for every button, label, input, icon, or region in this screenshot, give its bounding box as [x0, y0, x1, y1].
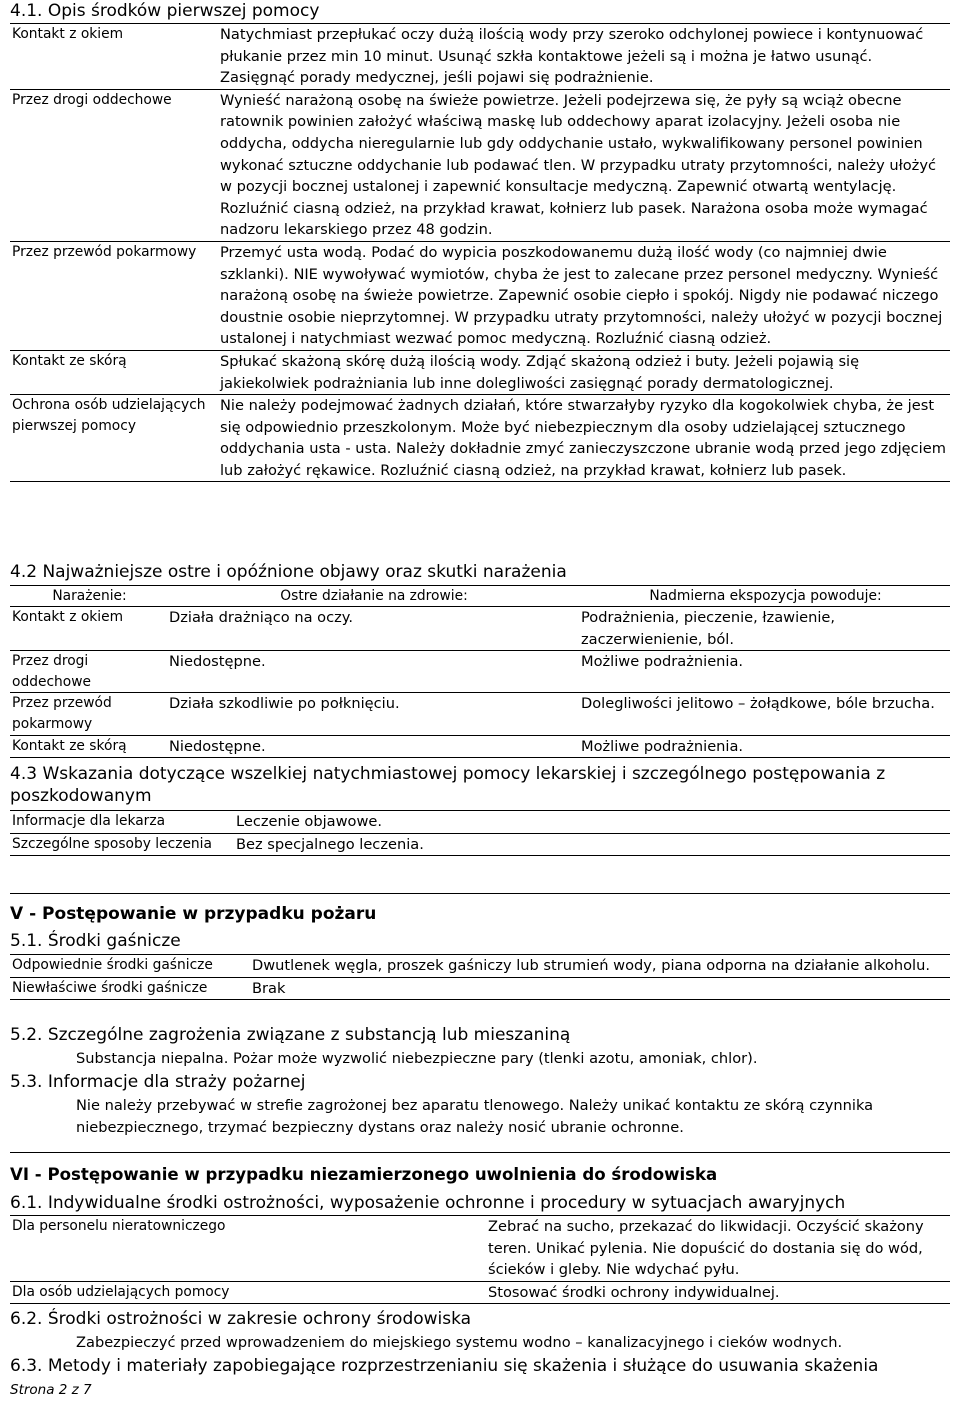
table-row	[10, 24, 950, 90]
section-4-1-title: 4.1. Opis środków pierwszej pomocy	[10, 1, 320, 21]
table-row	[10, 89, 950, 241]
table-row	[10, 833, 950, 856]
cell: Dolegliwości jelitowo – żołądkowe, bóle brzucha.	[579, 693, 950, 735]
table-row	[10, 735, 950, 758]
table-row	[10, 350, 950, 394]
cell: Podrażnienia, pieczenie, łzawienie, zaczerwienienie, ból.	[579, 607, 950, 651]
table-row	[10, 607, 950, 651]
row-text: Przemyć usta wodą. Podać do wypicia poszkodowanemu dużą ilość wody (co najmniej dwie szklanki). NIE wywoływać wymiotów, chyba że jest to zalecane przez personel medyczny. Wynieść narażoną osobę na świeże powietrze. Zapewnić osobie ciepło i spokój. Nigdy nie podawać niczego doustnie osobie nieprzytomnej. W przypadku utraty przytomności, należy ułożyć w pozycji bocznej ustalonej i natychmiast wezwać pomoc medyczną. Rozluźnić ciasną odzież.	[218, 241, 950, 350]
row-text: Wynieść narażoną osobę na świeże powietrze. Jeżeli podejrzewa się, że pyły są wciąż obecne ratownik powinien założyć właściwą maskę lub oddechowy aparat izolacyjny. Jeżeli osoba nie oddycha, oddycha nieregularnie lub gdy oddychanie ustało, wykwalifikowany personel powinien wykonać sztuczne oddychanie lub podawać tlen. W przypadku utraty przytomności, należy ułożyć w pozycji bocznej ustalonej i zapewnić konsultacje medyczną. Zapewnić otwartą wentylację. Rozluźnić ciasną odzież, na przykład krawat, kołnierz lub pasek. Narażona osoba może wymagać nadzoru lekarskiego przez 48 godzin.	[218, 89, 950, 241]
section-4-2-title: 4.2 Najważniejsze ostre i opóźnione objawy oraz skutki narażenia	[10, 562, 567, 582]
cell: Możliwe podrażnienia.	[579, 735, 950, 758]
section-5-title: V - Postępowanie w przypadku pożaru	[10, 904, 377, 924]
section-6-2-title: 6.2. Środki ostrożności w zakresie ochrony środowiska	[10, 1309, 472, 1329]
row-label: Kontakt z okiem	[10, 24, 218, 90]
section-5-3-text: Nie należy przebywać w strefie zagrożonej bez aparatu tlenowego. Należy unikać kontaktu ze skórą czynnika niebezpiecznego, trzymać bezpieczny dystans oraz należy nosić ubranie ochronne.	[76, 1097, 874, 1136]
row-label: Kontakt z okiem	[10, 607, 167, 651]
section-5-1-title: 5.1. Środki gaśnicze	[10, 931, 181, 951]
row-text: Spłukać skażoną skórę dużą ilością wody. Zdjąć skażoną odzież i buty. Jeżeli pojawią się jakiekolwiek podrażniania lub inne dolegliwości zasięgnąć porady dermatologicznej.	[218, 350, 950, 394]
row-label: Niewłaściwe środki gaśnicze	[10, 977, 250, 1000]
symptoms-table	[10, 585, 950, 758]
cell: Stosować środki ochrony indywidualnej.	[486, 1281, 950, 1304]
column-header: Nadmierna ekspozycja powoduje:	[579, 586, 950, 607]
cell: Niedostępne.	[167, 651, 579, 693]
column-header: Narażenie:	[10, 586, 167, 607]
personal-precautions-table	[10, 1215, 950, 1304]
page-number: Strona 2 z 7	[10, 1382, 92, 1398]
row-label: Informacje dla lekarza	[10, 811, 234, 834]
table-row	[10, 693, 950, 735]
section-4-3-title: 4.3 Wskazania dotyczące wszelkiej natychmiastowej pomocy lekarskiej i szczególnego postępowania z poszkodowanym	[10, 764, 886, 806]
row-label: Przez drogi oddechowe	[10, 651, 167, 693]
row-label: Dla osób udzielających pomocy	[10, 1281, 486, 1304]
cell: Możliwe podrażnienia.	[579, 651, 950, 693]
cell: Leczenie objawowe.	[234, 811, 950, 834]
row-label: Kontakt ze skórą	[10, 735, 167, 758]
row-text: Natychmiast przepłukać oczy dużą ilością wody przy szeroko odchylonej powiece i kontynuować płukanie przez min 10 minut. Usunąć szkła kontaktowe jeżeli są i można je łatwo usunąć. Zasięgnąć porady medycznej, jeśli pojawi się podrażnienie.	[218, 24, 950, 90]
cell: Brak	[250, 977, 950, 1000]
table-row	[10, 811, 950, 834]
section-5-2-text: Substancja niepalna. Pożar może wyzwolić niebezpieczne pary (tlenki azotu, amoniak, chlor).	[76, 1050, 758, 1067]
cell: Działa drażniąco na oczy.	[167, 607, 579, 651]
table-row	[10, 395, 950, 482]
section-6-1-title: 6.1. Indywidualne środki ostrożności, wyposażenie ochronne i procedury w sytuacjach awaryjnych	[10, 1193, 846, 1213]
section-6-2-text: Zabezpieczyć przed wprowadzeniem do miejskiego systemu wodno – kanalizacyjnego i cieków wodnych.	[76, 1334, 843, 1351]
table-row	[10, 241, 950, 350]
row-label: Odpowiednie środki gaśnicze	[10, 955, 250, 978]
section-divider	[10, 1152, 950, 1153]
table-row	[10, 651, 950, 693]
table-row	[10, 955, 950, 978]
row-label: Ochrona osób udzielających pierwszej pomocy	[10, 395, 218, 482]
section-5-2-title: 5.2. Szczególne zagrożenia związane z substancją lub mieszaniną	[10, 1025, 571, 1045]
row-label: Przez przewód pokarmowy	[10, 693, 167, 735]
row-label: Kontakt ze skórą	[10, 350, 218, 394]
section-divider	[10, 893, 950, 894]
cell: Zebrać na sucho, przekazać do likwidacji. Oczyścić skażony teren. Unikać pylenia. Nie dopuścić do dostania się do wód, ścieków i gleby. Nie wdychać pyłu.	[486, 1216, 950, 1282]
column-header: Ostre działanie na zdrowie:	[167, 586, 579, 607]
section-6-title: VI - Postępowanie w przypadku niezamierzonego uwolnienia do środowiska	[10, 1165, 718, 1184]
table-header-row	[10, 586, 950, 607]
first-aid-table	[10, 23, 950, 482]
section-6-3-title: 6.3. Metody i materiały zapobiegające rozprzestrzenianiu się skażenia i służące do usuwania skażenia	[10, 1356, 879, 1376]
row-label: Przez przewód pokarmowy	[10, 241, 218, 350]
row-label: Dla personelu nieratowniczego	[10, 1216, 486, 1282]
cell: Niedostępne.	[167, 735, 579, 758]
row-text: Nie należy podejmować żadnych działań, które stwarzałyby ryzyko dla kogokolwiek chyba, że jest się odpowiednio przeszkolonym. Może być niebezpiecznym dla osoby udzielającej sztucznego oddychania usta - usta. Należy dokładnie zmyć zanieczyszczone ubranie wodą przed jego zdjęciem lub założyć rękawice. Rozluźnić ciasną odzież, na przykład krawat, kołnierz lub pasek.	[218, 395, 950, 482]
cell: Bez specjalnego leczenia.	[234, 833, 950, 856]
table-row	[10, 1281, 950, 1304]
table-row	[10, 1216, 950, 1282]
table-row	[10, 977, 950, 1000]
row-label: Przez drogi oddechowe	[10, 89, 218, 241]
medical-info-table	[10, 810, 950, 856]
extinguishing-media-table	[10, 954, 950, 1000]
cell: Dwutlenek węgla, proszek gaśniczy lub strumień wody, piana odporna na działanie alkoholu.	[250, 955, 950, 978]
cell: Działa szkodliwie po połknięciu.	[167, 693, 579, 735]
section-5-3-title: 5.3. Informacje dla straży pożarnej	[10, 1072, 306, 1092]
row-label: Szczególne sposoby leczenia	[10, 833, 234, 856]
